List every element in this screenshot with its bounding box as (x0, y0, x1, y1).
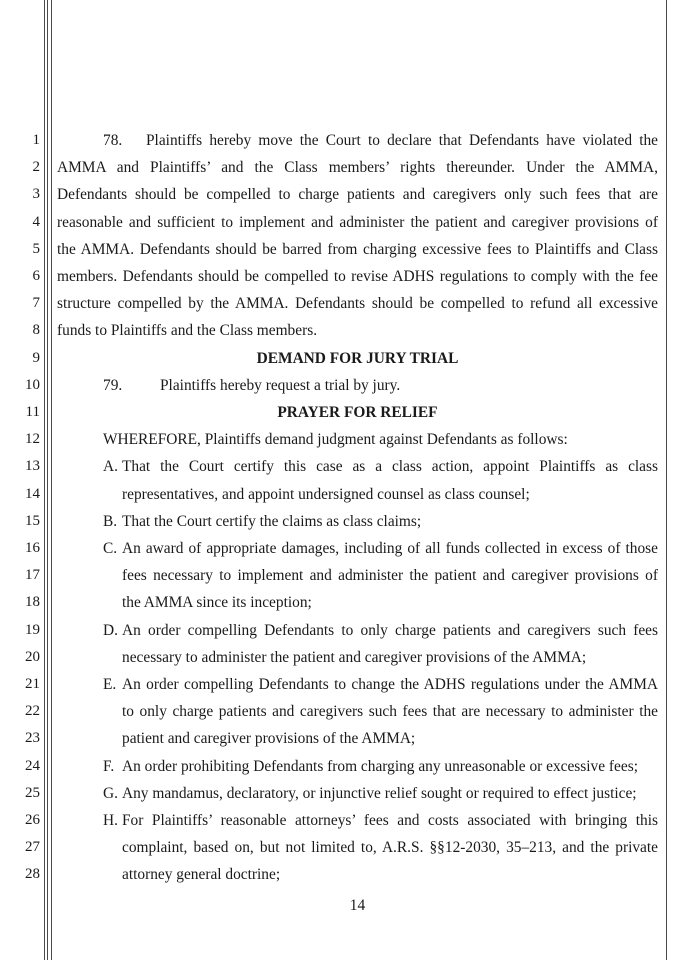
line-number: 3 (32, 186, 40, 203)
jury-trial-heading: DEMAND FOR JURY TRIAL (256, 349, 459, 367)
relief-item-line: An order compelling Defendants to only charge patients and caregivers such fees (122, 621, 658, 639)
line-number: 25 (25, 784, 40, 801)
line-number: 19 (25, 621, 40, 638)
relief-item-marker: B. (103, 512, 118, 530)
relief-item-line: attorney general doctrine; (122, 866, 281, 884)
para-79-number: 79. (103, 376, 123, 394)
relief-item-marker: E. (103, 676, 117, 693)
relief-item-marker: H. (103, 812, 118, 829)
wherefore-clause: WHEREFORE, Plaintiffs demand judgment against Defendants as follows: (103, 431, 568, 449)
relief-item-line: An award of appropriate damages, including of all funds collected in excess of those (122, 540, 658, 557)
line-number: 5 (32, 240, 40, 257)
relief-item-line: the AMMA since its inception; (122, 594, 312, 612)
relief-item-marker: C. (103, 540, 118, 557)
line-number: 27 (25, 839, 40, 856)
relief-item-marker: G. (103, 784, 118, 802)
line-number: 14 (25, 485, 40, 502)
line-number: 11 (25, 404, 40, 420)
line-number: 4 (32, 213, 40, 230)
relief-item-line: That the Court certify the claims as class claims; (122, 512, 422, 530)
relief-item-line: complaint, based on, but not limited to, A.R.S. §§12-2030, 35–213, and the private (122, 839, 658, 857)
para-78-line-2: AMMA and Plaintiffs’ and the Class members’ rights thereunder. Under the AMMA, (57, 159, 658, 177)
para-78-line-7: structure compelled by the AMMA. Defendants should be compelled to refund all excessive (57, 295, 658, 313)
margin-rule-left-1 (44, 0, 45, 960)
line-number: 22 (25, 703, 40, 720)
para-78-number: 78. (103, 132, 123, 149)
page-number: 14 (349, 897, 366, 914)
margin-rule-left-3 (51, 0, 52, 960)
line-number: 9 (32, 349, 40, 366)
line-number: 2 (32, 159, 40, 176)
line-number: 23 (25, 730, 40, 747)
para-78-line-4: reasonable and sufficient to implement and administer the patient and caregiver provisions of (57, 213, 658, 231)
relief-item-line: necessary to administer the patient and caregiver provisions of the AMMA; (122, 648, 587, 666)
margin-rule-right (666, 0, 667, 960)
line-number: 12 (25, 431, 40, 448)
prayer-for-relief-heading: PRAYER FOR RELIEF (277, 404, 438, 421)
line-number: 6 (32, 268, 40, 284)
line-number: 21 (25, 676, 40, 692)
line-number: 17 (25, 567, 40, 584)
line-number: 1 (32, 132, 40, 148)
para-78-line-6: members. Defendants should be compelled to revise ADHS regulations to comply with the fee (57, 268, 658, 285)
para-78-line-1: Plaintiffs hereby move the Court to declare that Defendants have violated the (146, 132, 658, 149)
relief-item-line: An order compelling Defendants to change the ADHS regulations under the AMMA (122, 676, 658, 693)
line-number: 8 (32, 322, 40, 339)
relief-item-line: to only charge patients and caregivers such fees that are necessary to administer the (122, 703, 658, 721)
relief-item-line: patient and caregiver provisions of the AMMA; (122, 730, 416, 748)
line-number: 20 (25, 648, 40, 665)
line-number: 15 (25, 512, 40, 529)
para-78-line-3: Defendants should be compelled to charge patients and caregivers only such fees that are (57, 186, 658, 204)
line-number: 16 (25, 540, 40, 556)
relief-item-marker: D. (103, 621, 118, 639)
line-number: 13 (25, 458, 40, 475)
relief-item-line: Any mandamus, declaratory, or injunctive relief sought or required to effect justice; (122, 784, 637, 802)
line-number: 10 (25, 376, 40, 393)
line-number: 7 (32, 295, 40, 312)
line-number: 24 (25, 757, 40, 774)
line-number: 28 (25, 866, 40, 883)
relief-item-line: An order prohibiting Defendants from charging any unreasonable or excessive fees; (122, 757, 638, 775)
line-number: 18 (25, 594, 40, 611)
para-78-line-5: the AMMA. Defendants should be barred from charging excessive fees to Plaintiffs and Class (57, 240, 658, 258)
para-78-line-8: funds to Plaintiffs and the Class members. (57, 322, 318, 340)
line-number: 26 (25, 812, 40, 828)
para-79-text: Plaintiffs hereby request a trial by jury. (160, 376, 401, 394)
relief-item-line: representatives, and appoint undersigned counsel as class counsel; (122, 485, 530, 503)
relief-item-line: fees necessary to implement and administer the patient and caregiver provisions of (122, 567, 658, 585)
relief-item-marker: F. (103, 757, 115, 775)
relief-item-line: That the Court certify this case as a class action, appoint Plaintiffs as class (122, 458, 658, 476)
margin-rule-left-2 (47, 0, 48, 960)
relief-item-marker: A. (103, 458, 118, 476)
relief-item-line: For Plaintiffs’ reasonable attorneys’ fees and costs associated with bringing this (122, 812, 658, 829)
